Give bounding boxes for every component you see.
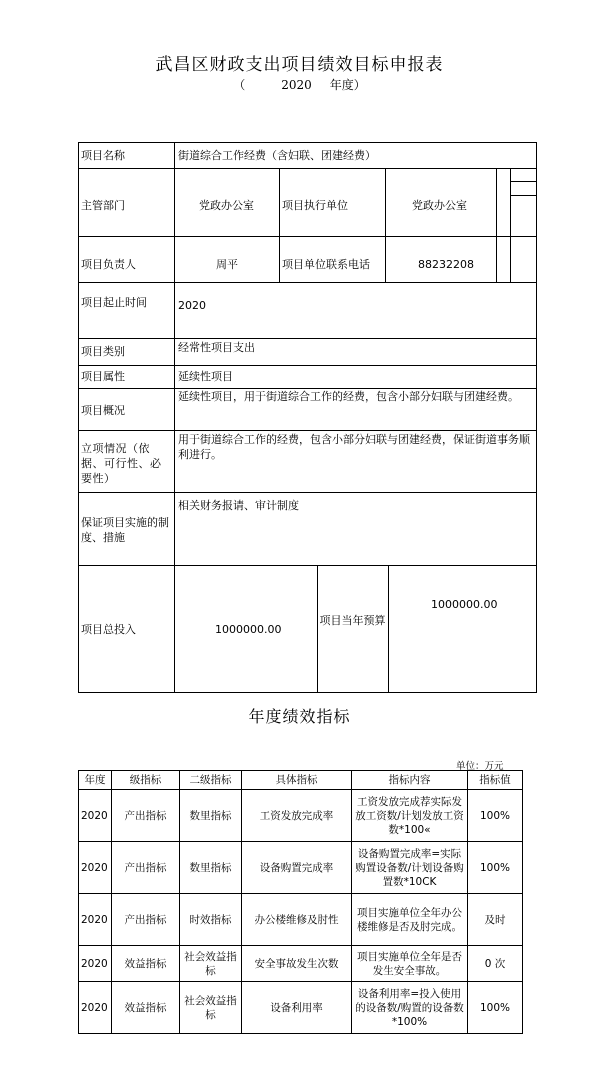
unit-note: 单位：万元	[456, 761, 504, 772]
row-value: 100%	[468, 842, 523, 894]
year-open: （	[233, 78, 246, 92]
row-specific: 设备购置完成率	[242, 842, 352, 894]
phone-value: 88232208	[418, 258, 474, 271]
category-value: 经常性项目支出	[178, 341, 255, 354]
row-specific: 工资发放完成率	[242, 790, 352, 842]
project-name-label: 项目名称	[81, 149, 125, 162]
exec-unit-label: 项目执行单位	[282, 199, 348, 212]
header-year: 年度	[79, 771, 112, 790]
phone-label: 项目单位联系电话	[282, 258, 370, 271]
year-value: 2020	[281, 78, 312, 92]
indicators-table	[78, 770, 523, 1034]
row-content: 项目实施单位全年办公楼维修是否及肘完成。	[352, 894, 468, 946]
row-level1: 产出指标	[112, 894, 180, 946]
row-level1: 产出指标	[112, 790, 180, 842]
period-value: 2020	[178, 299, 206, 312]
row-year: 2020	[79, 842, 112, 894]
row-level1: 效益指标	[112, 946, 180, 982]
row-level2: 社会效益指标	[180, 982, 242, 1034]
total-value: 1000000.00	[215, 623, 282, 636]
row-content: 设备购置完成率=实际购置设备数/计划设备购置数*10CK	[352, 842, 468, 894]
row-level2: 社会效益指标	[180, 946, 242, 982]
row-value: 100%	[468, 790, 523, 842]
row-level2: 数里指标	[180, 790, 242, 842]
row-content: 设备利用率=投入使用的设备数/购置的设备数*100%	[352, 982, 468, 1034]
row-content: 工资发放完成荐实际发放工资数/计划发放工资数*100«	[352, 790, 468, 842]
guarantee-label: 保证项目实施的制度、措施	[81, 516, 169, 544]
row-specific: 办公楼维修及肘性	[242, 894, 352, 946]
row-value: 0 次	[468, 946, 523, 982]
row-year: 2020	[79, 790, 112, 842]
row-year: 2020	[79, 946, 112, 982]
year-close: 年度）	[329, 78, 366, 92]
dept-value: 党政办公室	[199, 199, 254, 212]
budget-label: 项目当年预算	[319, 614, 386, 627]
leader-value: 周平	[216, 258, 238, 271]
row-value: 100%	[468, 982, 523, 1034]
header-level2: 二级指标	[180, 771, 242, 790]
table-row	[79, 894, 523, 946]
total-label: 项目总投入	[81, 623, 136, 636]
row-level2: 数里指标	[180, 842, 242, 894]
leader-label: 项目负责人	[81, 258, 136, 271]
header-specific: 具体指标	[242, 771, 352, 790]
period-label: 项目起止时间	[81, 296, 147, 309]
header-level1: 级指标	[112, 771, 180, 790]
header-value: 指标值	[468, 771, 523, 790]
row-level1: 效益指标	[112, 982, 180, 1034]
overview-label: 项目概况	[81, 404, 125, 417]
row-content: 项目实施单位全年是否发生安全事故。	[352, 946, 468, 982]
table-row	[79, 946, 523, 982]
attribute-value: 延续性项目	[178, 370, 233, 383]
indicators-title: 年度绩效指标	[248, 707, 351, 726]
table-row	[79, 790, 523, 842]
form-title: 武昌区财政支出项目绩效目标申报表	[155, 55, 444, 75]
category-label: 项目类别	[81, 345, 125, 358]
row-year: 2020	[79, 982, 112, 1034]
row-specific: 安全事故发生次数	[242, 946, 352, 982]
row-year: 2020	[79, 894, 112, 946]
basis-value: 用于街道综合工作的经费，包含小部分妇联与团建经费，保证街道事务顺利进行。	[178, 433, 530, 461]
basis-label: 立项情况（依据、可行性、必要性）	[81, 442, 162, 485]
budget-value: 1000000.00	[431, 598, 498, 611]
row-specific: 设备利用率	[242, 982, 352, 1034]
overview-value: 延续性项目，用于街道综合工作的经费，包含小部分妇联与团建经费。	[178, 390, 519, 403]
project-name-value: 街道综合工作经费（含妇联、团建经费）	[178, 149, 376, 162]
dept-label: 主管部门	[81, 199, 125, 212]
row-level2: 时效指标	[180, 894, 242, 946]
guarantee-value: 相关财务报请、审计制度	[178, 499, 299, 512]
indicators-header-row	[79, 771, 523, 790]
attribute-label: 项目属性	[81, 370, 125, 383]
table-row	[79, 982, 523, 1034]
header-content: 指标内容	[352, 771, 468, 790]
row-level1: 产出指标	[112, 842, 180, 894]
row-value: 及时	[468, 894, 523, 946]
table-row	[79, 842, 523, 894]
exec-unit-value: 党政办公室	[412, 199, 467, 212]
